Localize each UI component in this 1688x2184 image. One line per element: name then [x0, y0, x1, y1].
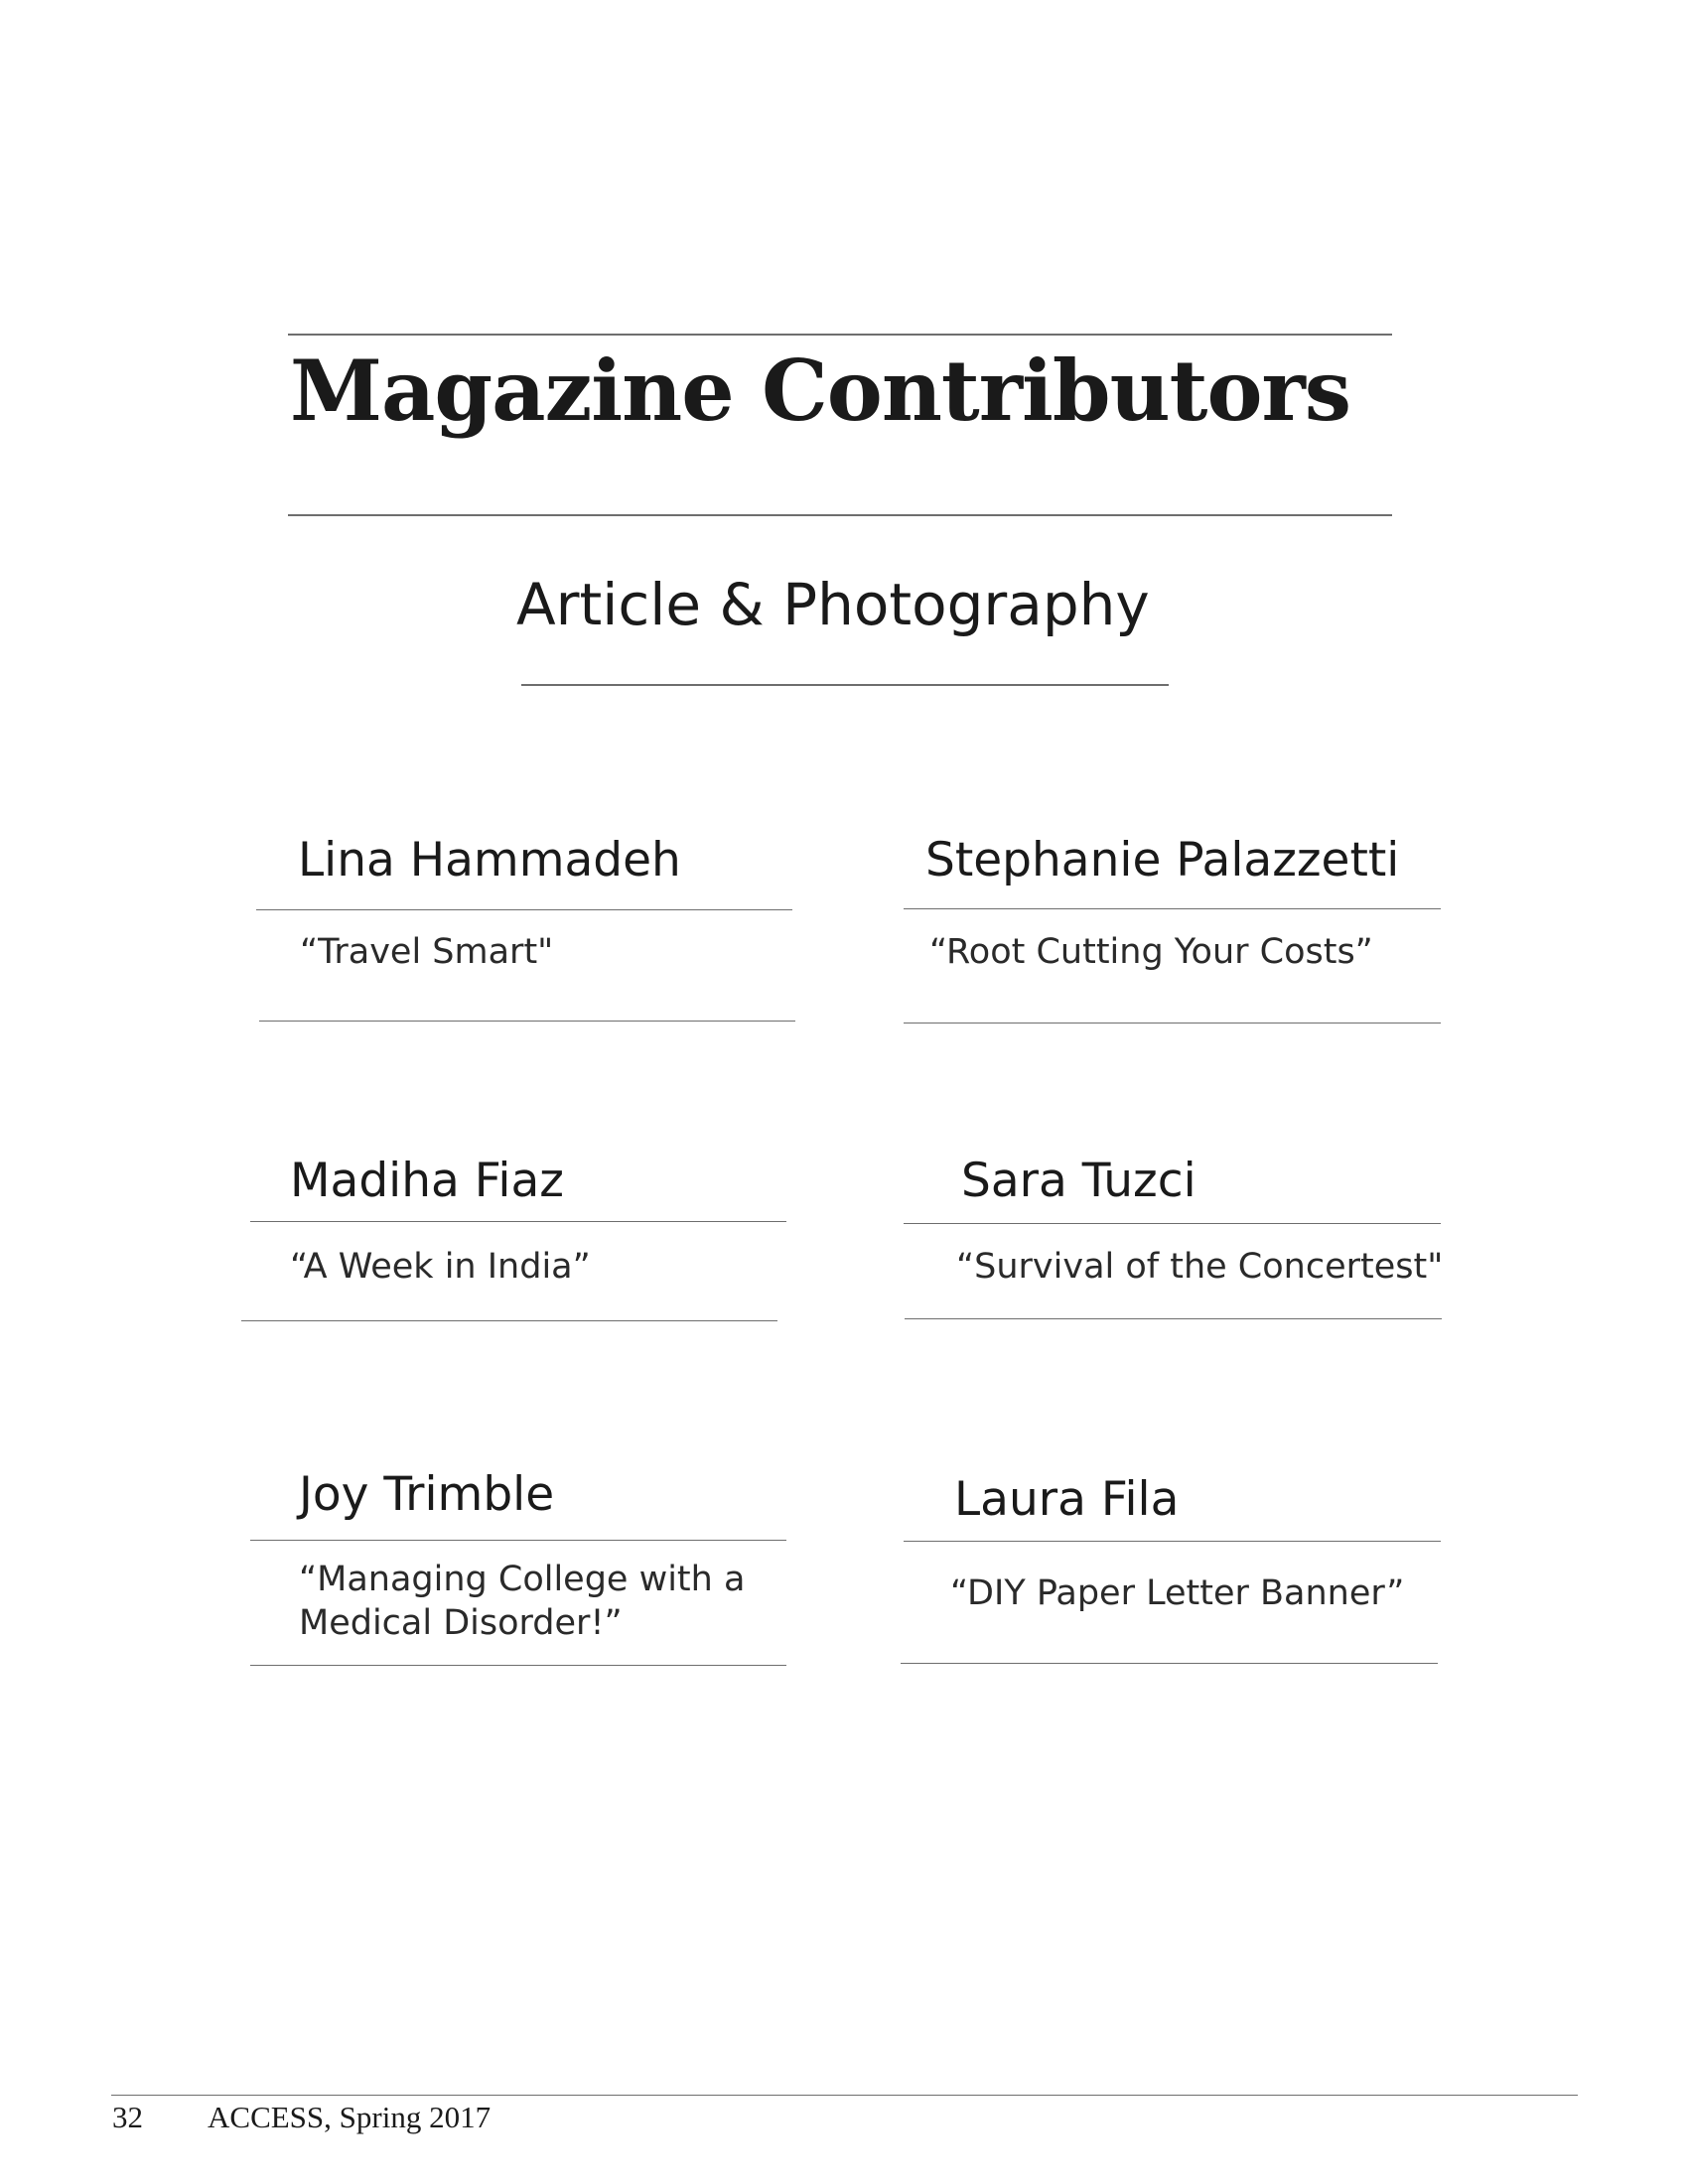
section-underline	[521, 684, 1169, 686]
contributor-article-title: “Travel Smart"	[300, 932, 554, 972]
contributor-name: Sara Tuzci	[961, 1154, 1196, 1208]
contributor-article-title: “Survival of the Concertest"	[956, 1247, 1444, 1287]
contributor-bottom-rule	[241, 1320, 777, 1321]
contributor-bottom-rule	[901, 1663, 1438, 1664]
contributor-name-rule	[256, 909, 792, 910]
contributor-article-title-line-2: Medical Disorder!”	[299, 1603, 623, 1643]
contributor-article-title-line-1: “Managing College with a	[299, 1560, 746, 1599]
contributor-bottom-rule	[904, 1023, 1441, 1024]
page-number: 32	[112, 2100, 143, 2134]
contributor-name: Joy Trimble	[299, 1467, 555, 1522]
contributor-name-rule	[904, 908, 1441, 909]
contributor-name-rule	[250, 1540, 786, 1541]
contributor-name: Lina Hammadeh	[298, 833, 681, 887]
contributor-bottom-rule	[259, 1021, 795, 1022]
contributor-name-rule	[250, 1221, 786, 1222]
contributor-article-title: “A Week in India”	[290, 1247, 591, 1287]
section-title: Article & Photography	[516, 571, 1150, 638]
contributor-article-title: “DIY Paper Letter Banner”	[950, 1573, 1405, 1613]
contributor-name: Stephanie Palazzetti	[925, 833, 1400, 887]
page-title: Magazine Contributors	[290, 341, 1351, 440]
contributor-bottom-rule	[250, 1665, 786, 1666]
contributor-name: Laura Fila	[954, 1472, 1180, 1527]
contributor-name-rule	[904, 1541, 1441, 1542]
contributor-article-title: “Root Cutting Your Costs”	[929, 932, 1373, 972]
contributor-bottom-rule	[905, 1318, 1442, 1319]
contributor-name: Madiha Fiaz	[290, 1154, 564, 1208]
footer-rule	[111, 2095, 1578, 2096]
contributor-name-rule	[904, 1223, 1441, 1224]
publication-name: ACCESS, Spring 2017	[208, 2100, 492, 2134]
title-top-rule	[288, 334, 1392, 336]
title-bottom-rule	[288, 514, 1392, 516]
